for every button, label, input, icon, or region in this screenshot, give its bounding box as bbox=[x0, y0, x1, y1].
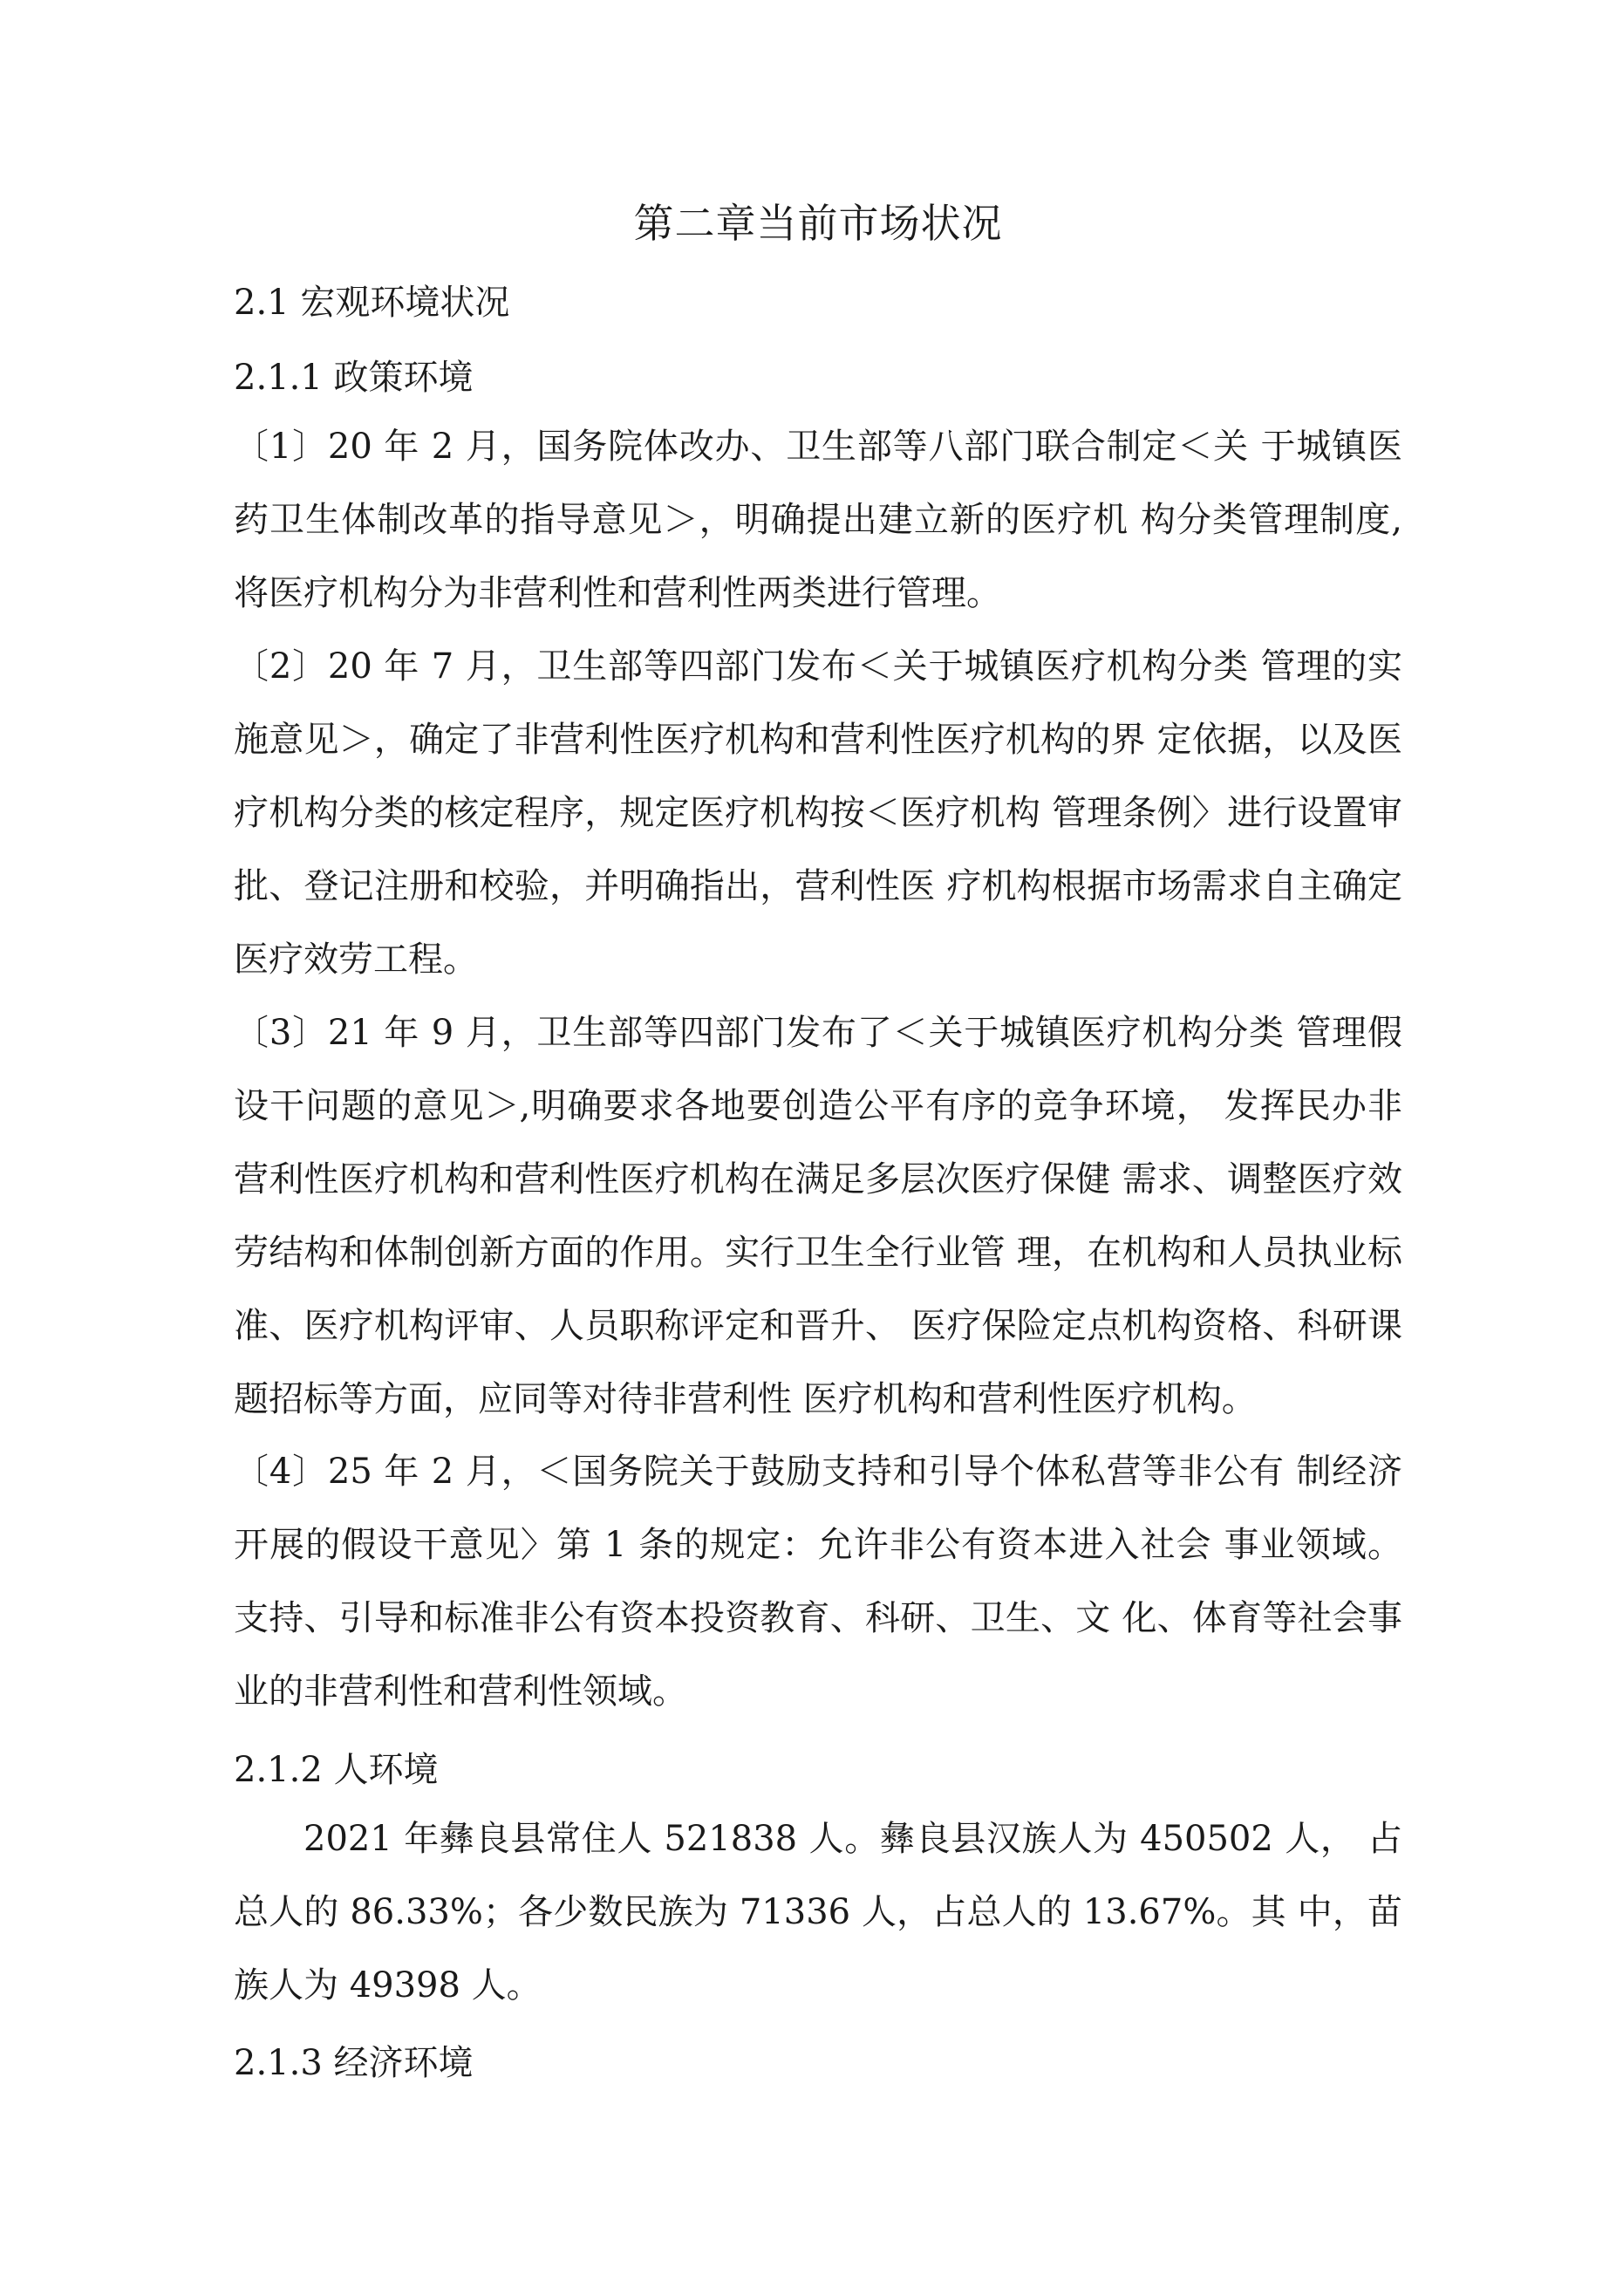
section-heading-2-1: 2.1 宏观环境状况 bbox=[234, 283, 510, 323]
section-heading-2-1-3: 2.1.3 经济环境 bbox=[234, 2043, 474, 2083]
policy-paragraph-3: 〔3〕21 年 9 月，卫生部等四部门发布了＜关于城镇医疗机构分类 管理假设干问题的意见＞,明确要求各地要创造公平有序的竞争环境， 发挥民办非营利性医疗机构和营利性医疗机构在满足多层次医疗保健 需求、调整医疗效劳结构和体制创新方面的作用。实行卫生全行业管 理，在机构和人员执业标准、医疗机构评审、人员职称评定和晋升、 医疗保险定点机构资格、科研课题招标等方面，应同等对待非营利性 医疗机构和营利性医疗机构。 bbox=[234, 1013, 1402, 1419]
population-paragraph: 2021 年彝良县常住人 521838 人。彝良县汉族人为 450502 人， 占总人的 86.33%；各少数民族为 71336 人，占总人的 13.67%。其 中，苗族人为 49398 人。 bbox=[234, 1819, 1402, 2006]
section-heading-2-1-1: 2.1.1 政策环境 bbox=[234, 358, 474, 398]
policy-paragraph-2: 〔2〕20 年 7 月，卫生部等四部门发布＜关于城镇医疗机构分类 管理的实施意见＞，确定了非营利性医疗机构和营利性医疗机构的界 定依据，以及医疗机构分类的核定程序，规定医疗机构按＜医疗机构 管理条例〉进行设置审批、登记注册和校验，并明确指出，营利性医 疗机构根据市场需求自主确定医疗效劳工程。 bbox=[234, 646, 1402, 980]
policy-paragraph-4: 〔4〕25 年 2 月，＜国务院关于鼓励支持和引导个体私营等非公有 制经济开展的假设干意见〉第 1 条的规定：允许非公有资本进入社会 事业领域。支持、引导和标准非公有资本投资教育、科研、卫生、文 化、体育等社会事业的非营利性和营利性领域。 bbox=[234, 1452, 1402, 1712]
section-heading-2-1-2: 2.1.2 人环境 bbox=[234, 1750, 439, 1790]
policy-paragraph-1: 〔1〕20 年 2 月，国务院体改办、卫生部等八部门联合制定＜关 于城镇医药卫生体制改革的指导意见＞，明确提出建立新的医疗机 构分类管理制度,将医疗机构分为非营利性和营利性两类进行管理。 bbox=[234, 427, 1402, 613]
chapter-title: 第二章当前市场状况 bbox=[633, 200, 1003, 247]
